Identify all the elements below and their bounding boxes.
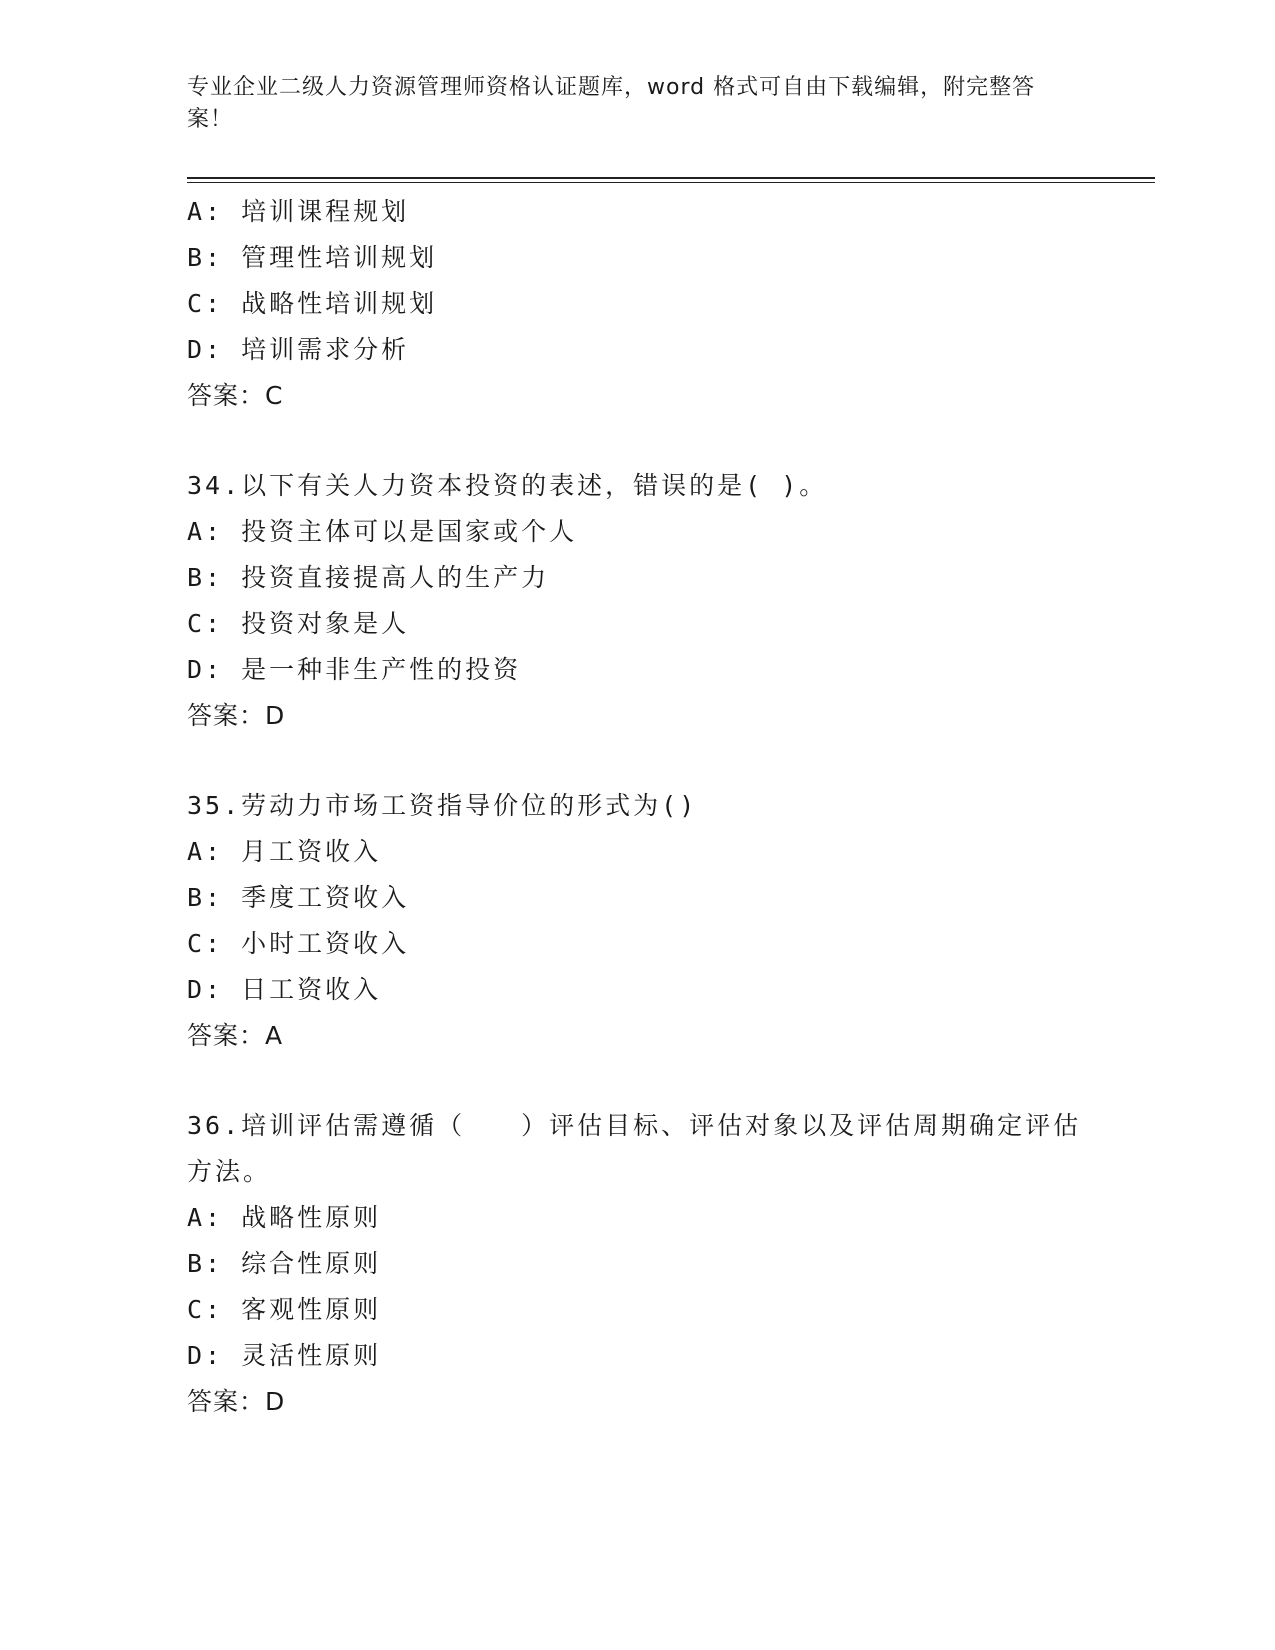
question-34: [187, 463, 1087, 739]
option-b: B: 季度工资收入: [187, 883, 410, 912]
option-c: C: 小时工资收入: [187, 929, 410, 958]
question-stem: 34.以下有关人力资本投资的表述，错误的是( )。: [187, 471, 828, 500]
option-b: B: 投资直接提高人的生产力: [187, 563, 550, 592]
option-c: C: 投资对象是人: [187, 609, 410, 638]
option-a: A: 投资主体可以是国家或个人: [187, 517, 578, 546]
option-d: D: 灵活性原则: [187, 1341, 382, 1370]
header-rule-thick: [187, 177, 1155, 179]
answer-line: 答案：D: [187, 701, 286, 730]
question-35: [187, 783, 1087, 1059]
question-36: [187, 1103, 1087, 1425]
option-b: B: 管理性培训规划: [187, 243, 438, 272]
option-b: B: 综合性原则: [187, 1249, 382, 1278]
option-a: A: 战略性原则: [187, 1203, 382, 1232]
document-header: 专业企业二级人力资源管理师资格认证题库，word 格式可自由下载编辑，附完整答案！: [187, 75, 1036, 132]
question-list: [187, 189, 1087, 1425]
option-d: D: 培训需求分析: [187, 335, 410, 364]
answer-line: 答案：A: [187, 1021, 284, 1050]
answer-line: 答案：C: [187, 381, 284, 410]
question-stem: 36.培训评估需遵循（ ）评估目标、评估对象以及评估周期确定评估方法。: [187, 1111, 1082, 1186]
option-c: C: 客观性原则: [187, 1295, 382, 1324]
option-d: D: 是一种非生产性的投资: [187, 655, 522, 684]
option-a: A: 月工资收入: [187, 837, 382, 866]
option-a: A: 培训课程规划: [187, 197, 410, 226]
option-d: D: 日工资收入: [187, 975, 382, 1004]
option-c: C: 战略性培训规划: [187, 289, 438, 318]
header-rule-thin: [187, 182, 1155, 183]
continued-question: [187, 189, 1087, 419]
question-stem: 35.劳动力市场工资指导价位的形式为(): [187, 791, 698, 820]
answer-line: 答案：D: [187, 1387, 286, 1416]
